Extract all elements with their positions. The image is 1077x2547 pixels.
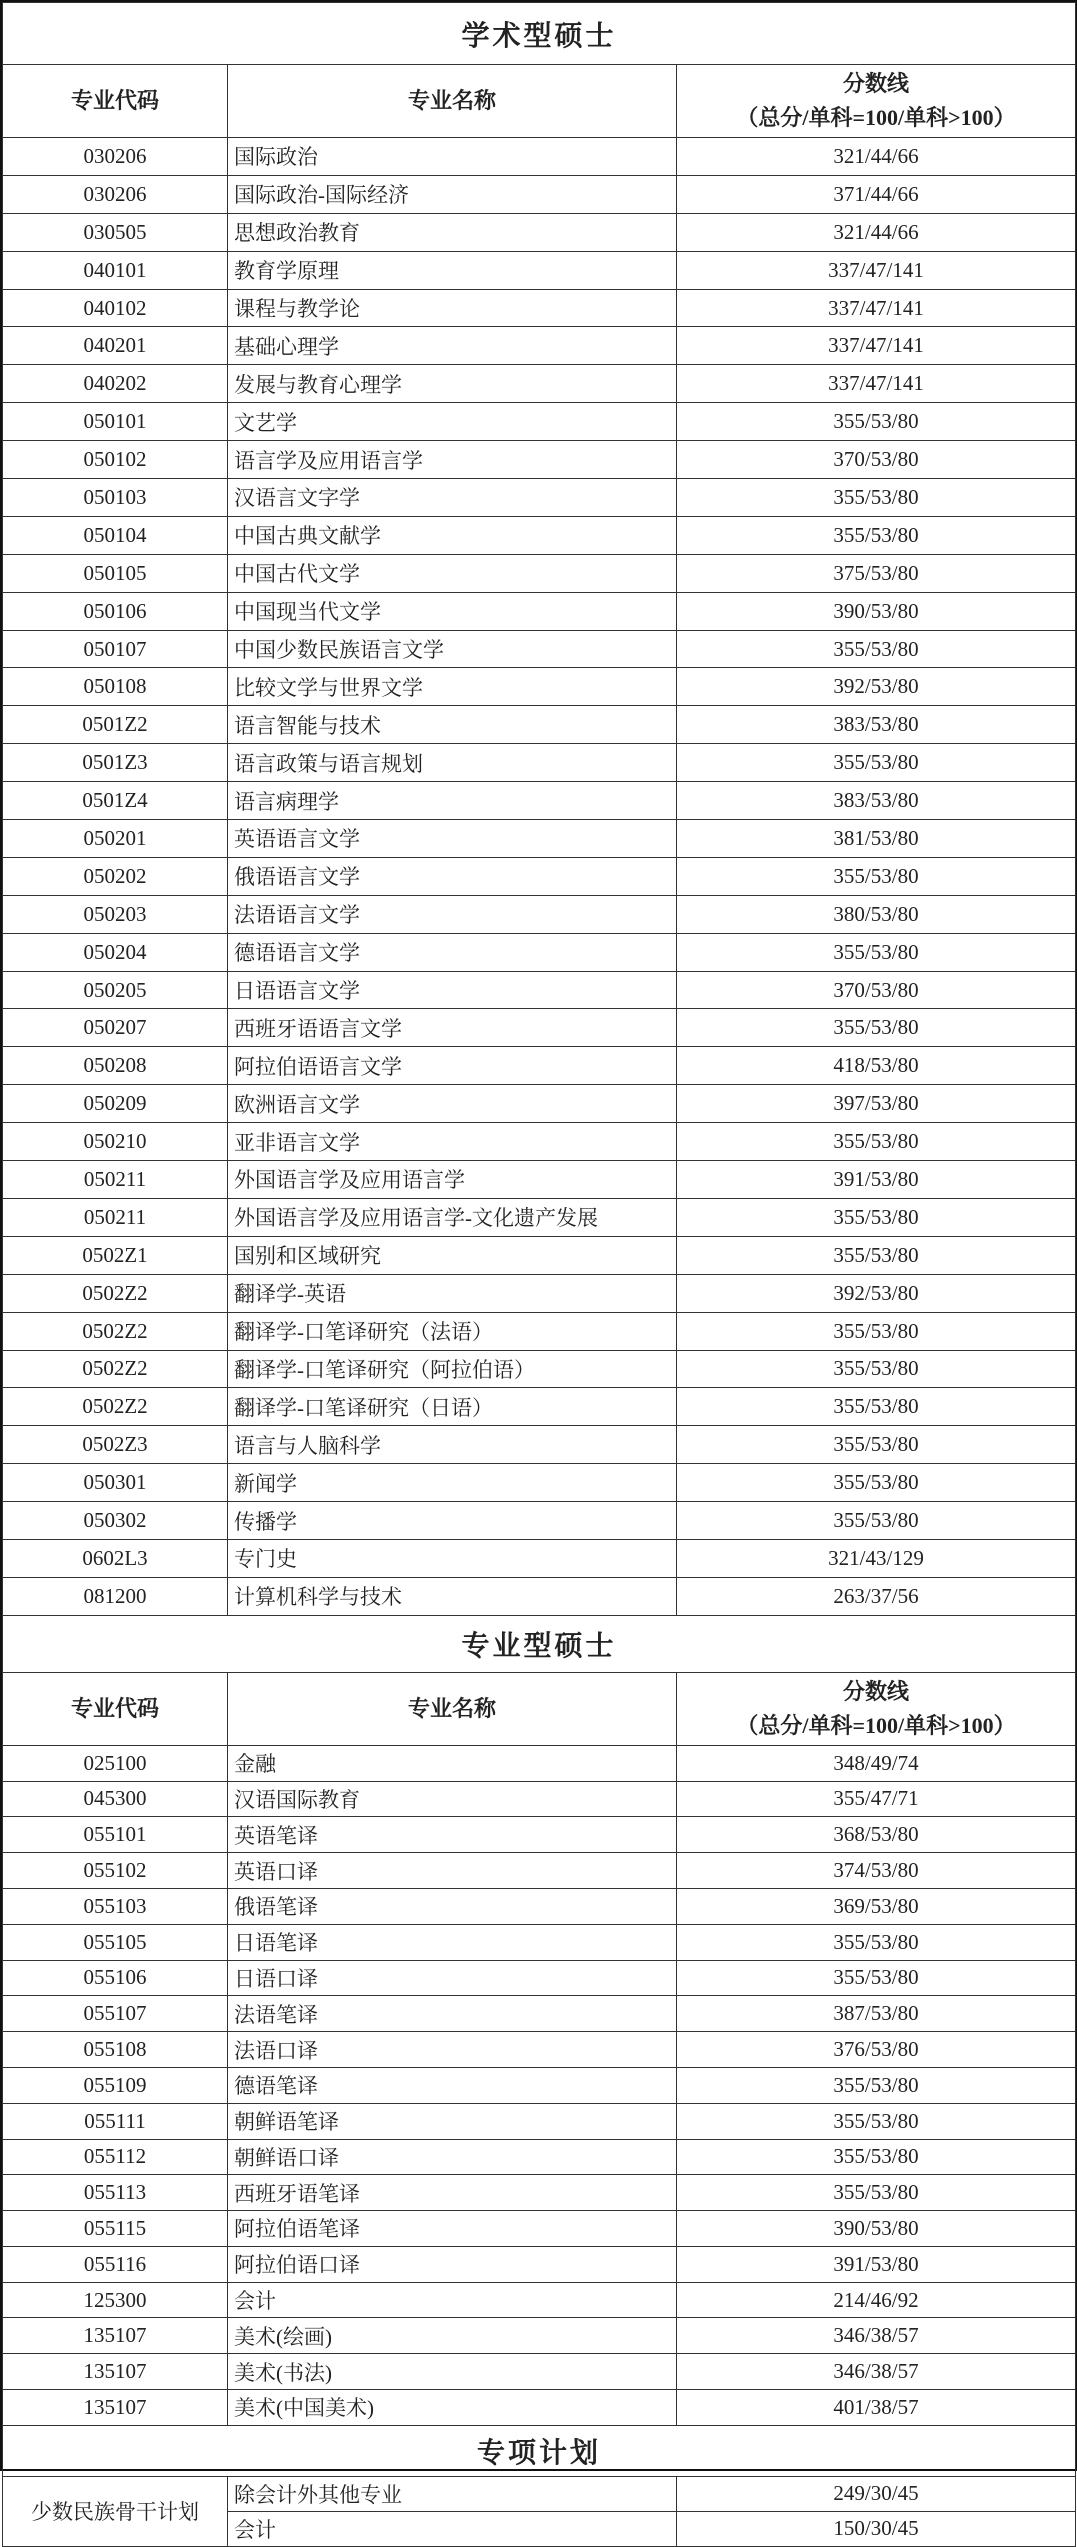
table-row [3,516,1076,554]
major-code: 050201 [3,820,228,858]
table-row [3,1781,1076,1817]
score-line: 355/53/80 [677,1388,1076,1426]
special-group-name: 少数民族骨干计划 [3,2476,228,2546]
major-code: 0502Z2 [3,1274,228,1312]
score-line: 391/53/80 [677,1161,1076,1199]
major-name: 国际政治 [228,138,677,176]
score-line: 355/53/80 [677,1350,1076,1388]
score-line: 381/53/80 [677,820,1076,858]
major-name: 中国古典文献学 [228,516,677,554]
table-row [3,2318,1076,2354]
score-line: 150/30/45 [677,2511,1076,2546]
major-code: 055109 [3,2067,228,2103]
table-row [3,2390,1076,2426]
major-code: 0502Z2 [3,1388,228,1426]
major-name: 课程与教学论 [228,289,677,327]
major-name: 汉语言文字学 [228,479,677,517]
major-code: 055101 [3,1817,228,1853]
major-code: 045300 [3,1781,228,1817]
header-name: 专业名称 [228,65,677,138]
table-row [3,251,1076,289]
score-line: 370/53/80 [677,971,1076,1009]
table-row [3,2103,1076,2139]
major-code: 050107 [3,630,228,668]
major-name: 德语语言文学 [228,933,677,971]
score-line: 355/53/80 [677,630,1076,668]
major-name: 英语语言文学 [228,820,677,858]
major-code: 055106 [3,1960,228,1996]
score-line: 383/53/80 [677,706,1076,744]
major-code: 030206 [3,138,228,176]
professional-section-title: 专业型硕士 [3,1615,1076,1672]
score-line: 355/53/80 [677,1426,1076,1464]
table-row [3,1464,1076,1502]
major-code: 050103 [3,479,228,517]
score-line: 263/37/56 [677,1577,1076,1615]
major-name: 阿拉伯语语言文学 [228,1047,677,1085]
table-row [3,971,1076,1009]
score-line: 368/53/80 [677,1817,1076,1853]
major-name: 朝鲜语笔译 [228,2103,677,2139]
major-name: 国别和区域研究 [228,1236,677,1274]
score-line: 355/53/80 [677,1312,1076,1350]
score-line: 390/53/80 [677,2211,1076,2247]
score-line: 355/53/80 [677,1924,1076,1960]
table-row [3,1888,1076,1924]
professional-section-title-row [3,1615,1076,1672]
special-row [3,2476,1076,2511]
major-name: 阿拉伯语笔译 [228,2211,677,2247]
score-line: 355/53/80 [677,744,1076,782]
major-name: 中国现当代文学 [228,592,677,630]
table-row [3,1577,1076,1615]
major-code: 0501Z4 [3,782,228,820]
major-code: 055115 [3,2211,228,2247]
major-code: 050208 [3,1047,228,1085]
special-section-title-row [3,2425,1076,2476]
academic-section-title-row [3,3,1076,65]
score-line: 392/53/80 [677,668,1076,706]
major-code: 055108 [3,2032,228,2068]
major-name: 语言智能与技术 [228,706,677,744]
score-line: 375/53/80 [677,554,1076,592]
score-line: 346/38/57 [677,2318,1076,2354]
major-code: 055116 [3,2246,228,2282]
table-row [3,1009,1076,1047]
major-code: 050102 [3,441,228,479]
score-line: 355/53/80 [677,2175,1076,2211]
major-name: 翻译学-英语 [228,1274,677,1312]
table-row [3,2354,1076,2390]
table-row [3,2139,1076,2175]
table-row [3,1085,1076,1123]
major-code: 055111 [3,2103,228,2139]
major-code: 055107 [3,1996,228,2032]
major-code: 0502Z1 [3,1236,228,1274]
major-code: 040102 [3,289,228,327]
major-name: 英语笔译 [228,1817,677,1853]
major-code: 050203 [3,895,228,933]
score-line: 337/47/141 [677,327,1076,365]
table-row [3,2032,1076,2068]
table-row [3,175,1076,213]
major-name: 思想政治教育 [228,213,677,251]
major-name: 美术(中国美术) [228,2390,677,2426]
table-row [3,213,1076,251]
professional-rows [3,1745,1076,2425]
score-line: 397/53/80 [677,1085,1076,1123]
major-code: 0501Z3 [3,744,228,782]
major-code: 055112 [3,2139,228,2175]
score-line: 355/53/80 [677,857,1076,895]
academic-rows [3,138,1076,1616]
major-code: 135107 [3,2354,228,2390]
major-name: 基础心理学 [228,327,677,365]
score-line: 348/49/74 [677,1745,1076,1781]
major-name: 美术(绘画) [228,2318,677,2354]
score-line: 418/53/80 [677,1047,1076,1085]
table-row [3,1853,1076,1889]
major-name: 会计 [228,2282,677,2318]
score-line: 355/53/80 [677,516,1076,554]
major-code: 125300 [3,2282,228,2318]
major-name: 中国古代文学 [228,554,677,592]
major-name: 德语笔译 [228,2067,677,2103]
major-code: 055105 [3,1924,228,1960]
major-name: 中国少数民族语言文学 [228,630,677,668]
major-name: 翻译学-口笔译研究（日语） [228,1388,677,1426]
score-line: 355/53/80 [677,2067,1076,2103]
score-line: 355/53/80 [677,2103,1076,2139]
score-table [2,2,1076,2547]
score-line: 401/38/57 [677,2390,1076,2426]
major-name: 日语笔译 [228,1924,677,1960]
table-row [3,1312,1076,1350]
table-row [3,895,1076,933]
major-name: 新闻学 [228,1464,677,1502]
table-row [3,1236,1076,1274]
score-line: 355/53/80 [677,1009,1076,1047]
score-line: 355/53/80 [677,403,1076,441]
table-row [3,820,1076,858]
score-line: 214/46/92 [677,2282,1076,2318]
table-row [3,2246,1076,2282]
major-name: 语言政策与语言规划 [228,744,677,782]
table-row [3,1502,1076,1540]
header-score-title: 分数线 [843,1678,910,1704]
major-name: 国际政治-国际经济 [228,175,677,213]
major-code: 030206 [3,175,228,213]
major-code: 050210 [3,1123,228,1161]
major-name: 英语口译 [228,1853,677,1889]
table-row [3,933,1076,971]
major-name: 俄语笔译 [228,1888,677,1924]
major-name: 欧洲语言文学 [228,1085,677,1123]
special-section-title: 专项计划 [3,2425,1076,2476]
table-row [3,592,1076,630]
score-line: 321/43/129 [677,1539,1076,1577]
major-code: 040101 [3,251,228,289]
major-name: 教育学原理 [228,251,677,289]
table-row [3,1198,1076,1236]
major-name: 西班牙语语言文学 [228,1009,677,1047]
major-code: 050211 [3,1198,228,1236]
table-row [3,554,1076,592]
table-row [3,1960,1076,1996]
major-code: 0502Z2 [3,1312,228,1350]
major-name: 法语语言文学 [228,895,677,933]
table-row [3,2067,1076,2103]
table-row [3,857,1076,895]
table-row [3,289,1076,327]
score-line: 371/44/66 [677,175,1076,213]
major-name: 翻译学-口笔译研究（阿拉伯语） [228,1350,677,1388]
major-name: 阿拉伯语口译 [228,2246,677,2282]
score-line: 337/47/141 [677,289,1076,327]
score-line: 337/47/141 [677,251,1076,289]
major-code: 050207 [3,1009,228,1047]
major-name: 除会计外其他专业 [228,2476,677,2511]
score-line: 355/53/80 [677,1123,1076,1161]
major-code: 135107 [3,2390,228,2426]
table-row [3,1123,1076,1161]
score-line: 355/47/71 [677,1781,1076,1817]
header-name: 专业名称 [228,1672,677,1745]
major-code: 050205 [3,971,228,1009]
score-line: 355/53/80 [677,1960,1076,1996]
major-name: 日语语言文学 [228,971,677,1009]
major-name: 金融 [228,1745,677,1781]
score-line: 380/53/80 [677,895,1076,933]
table-row [3,365,1076,403]
table-row [3,1047,1076,1085]
table-row [3,2282,1076,2318]
major-name: 会计 [228,2511,677,2546]
academic-section-title: 学术型硕士 [3,3,1076,65]
major-code: 055103 [3,1888,228,1924]
table-row [3,630,1076,668]
major-name: 语言学及应用语言学 [228,441,677,479]
table-row [3,668,1076,706]
table-row [3,2211,1076,2247]
major-name: 外国语言学及应用语言学-文化遗产发展 [228,1198,677,1236]
header-score [677,1672,1076,1745]
table-row [3,327,1076,365]
score-line: 355/53/80 [677,1236,1076,1274]
major-code: 050211 [3,1161,228,1199]
table-row [3,1274,1076,1312]
major-name: 日语口译 [228,1960,677,1996]
score-line: 369/53/80 [677,1888,1076,1924]
header-code: 专业代码 [3,65,228,138]
major-code: 050301 [3,1464,228,1502]
major-code: 055102 [3,1853,228,1889]
major-name: 传播学 [228,1502,677,1540]
academic-header-row [3,65,1076,138]
major-name: 美术(书法) [228,2354,677,2390]
major-code: 050105 [3,554,228,592]
major-name: 法语口译 [228,2032,677,2068]
professional-header-row [3,1672,1076,1745]
major-code: 050106 [3,592,228,630]
score-line: 355/53/80 [677,479,1076,517]
score-line: 391/53/80 [677,2246,1076,2282]
major-code: 050104 [3,516,228,554]
table-row [3,1996,1076,2032]
table-row [3,1350,1076,1388]
table-row [3,441,1076,479]
major-code: 050302 [3,1502,228,1540]
major-code: 040201 [3,327,228,365]
major-code: 050202 [3,857,228,895]
header-score-title: 分数线 [843,71,910,96]
score-line: 337/47/141 [677,365,1076,403]
major-name: 专门史 [228,1539,677,1577]
table-row [3,1388,1076,1426]
table-row [3,706,1076,744]
table-row [3,2175,1076,2211]
major-name: 西班牙语笔译 [228,2175,677,2211]
major-name: 发展与教育心理学 [228,365,677,403]
major-name: 翻译学-口笔译研究（法语） [228,1312,677,1350]
major-name: 外国语言学及应用语言学 [228,1161,677,1199]
score-line: 355/53/80 [677,1464,1076,1502]
major-code: 0501Z2 [3,706,228,744]
table-row [3,1161,1076,1199]
table-row [3,1745,1076,1781]
major-name: 文艺学 [228,403,677,441]
major-name: 汉语国际教育 [228,1781,677,1817]
score-line: 355/53/80 [677,1198,1076,1236]
score-line: 370/53/80 [677,441,1076,479]
table-row [3,138,1076,176]
major-code: 0502Z2 [3,1350,228,1388]
table-row [3,479,1076,517]
table-row [3,403,1076,441]
major-code: 050108 [3,668,228,706]
major-code: 0602L3 [3,1539,228,1577]
score-line: 355/53/80 [677,933,1076,971]
major-code: 030505 [3,213,228,251]
score-line: 387/53/80 [677,1996,1076,2032]
table-row [3,744,1076,782]
table-row [3,782,1076,820]
major-code: 050204 [3,933,228,971]
major-code: 0502Z3 [3,1426,228,1464]
score-line: 321/44/66 [677,213,1076,251]
score-line: 321/44/66 [677,138,1076,176]
score-line: 355/53/80 [677,2139,1076,2175]
major-code: 050101 [3,403,228,441]
header-code: 专业代码 [3,1672,228,1745]
score-line: 374/53/80 [677,1853,1076,1889]
major-name: 朝鲜语口译 [228,2139,677,2175]
score-line: 383/53/80 [677,782,1076,820]
major-code: 025100 [3,1745,228,1781]
major-code: 055113 [3,2175,228,2211]
major-code: 135107 [3,2318,228,2354]
table-row [3,1539,1076,1577]
score-line: 249/30/45 [677,2476,1076,2511]
major-code: 040202 [3,365,228,403]
major-name: 俄语语言文学 [228,857,677,895]
header-score-subtitle: （总分/单科=100/单科>100） [736,1712,1016,1738]
header-score [677,65,1076,138]
score-line: 376/53/80 [677,2032,1076,2068]
table-row [3,1426,1076,1464]
score-line: 355/53/80 [677,1502,1076,1540]
major-name: 计算机科学与技术 [228,1577,677,1615]
score-line: 392/53/80 [677,1274,1076,1312]
major-name: 亚非语言文学 [228,1123,677,1161]
score-line: 346/38/57 [677,2354,1076,2390]
score-line: 390/53/80 [677,592,1076,630]
major-code: 050209 [3,1085,228,1123]
major-name: 比较文学与世界文学 [228,668,677,706]
major-code: 081200 [3,1577,228,1615]
table-row [3,1924,1076,1960]
header-score-subtitle: （总分/单科=100/单科>100） [736,105,1016,130]
table-row [3,1817,1076,1853]
major-name: 语言病理学 [228,782,677,820]
major-name: 法语笔译 [228,1996,677,2032]
major-name: 语言与人脑科学 [228,1426,677,1464]
